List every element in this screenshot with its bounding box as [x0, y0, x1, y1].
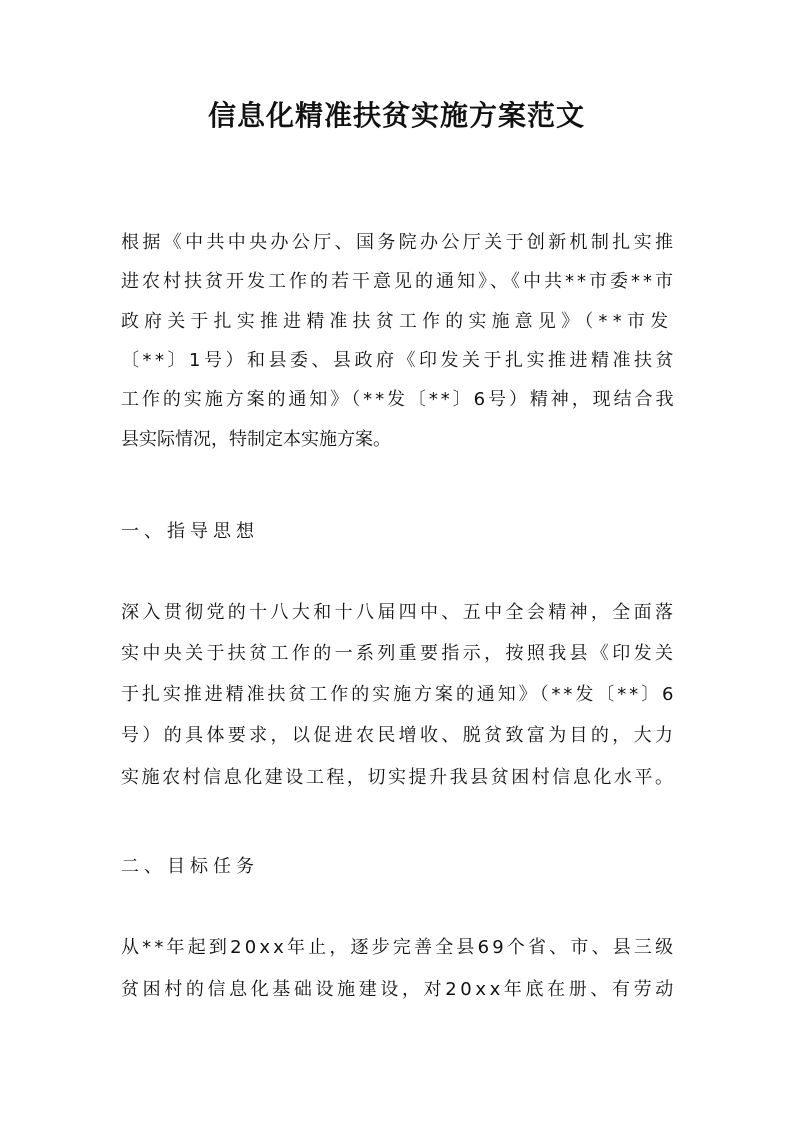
paragraph-line: 实施农村信息化建设工程，切实提升我县贫困村信息化水平。 — [121, 767, 676, 788]
paragraph-line: 贫困村的信息化基础设施建设，对20xx年底在册、有劳动 — [121, 979, 677, 1000]
document-title: 信息化精准扶贫实施方案范文 — [207, 99, 585, 132]
paragraph-line: 政府关于扎实推进精准扶贫工作的实施意见》（**市发 — [121, 311, 674, 332]
section-heading-guiding-thought: 一、指导思想 — [121, 521, 259, 542]
paragraph-line: 工作的实施方案的通知》（**发〔**〕6号）精神，现结合我 — [121, 389, 677, 410]
paragraph-line: 实中央关于扶贫工作的一系列重要指示，按照我县《印发关 — [121, 643, 677, 664]
paragraph-line: 于扎实推进精准扶贫工作的实施方案的通知》（**发〔**〕6 — [121, 684, 677, 705]
paragraph-line: 从**年起到20xx年止，逐步完善全县69个省、市、县三级 — [121, 937, 677, 958]
paragraph-line: 号）的具体要求，以促进农民增收、脱贫致富为目的，大力 — [121, 725, 677, 746]
paragraph-line: 〔**〕1号）和县委、县政府《印发关于扎实推进精准扶贫 — [121, 350, 677, 371]
paragraph-line: 根据《中共中央办公厅、国务院办公厅关于创新机制扎实推 — [121, 232, 677, 253]
paragraph-line: 进农村扶贫开发工作的若干意见的通知》、《中共**市委**市 — [121, 271, 676, 292]
paragraph-line: 县实际情况，特制定本实施方案。 — [121, 429, 391, 450]
section-heading-goals: 二、目标任务 — [121, 856, 259, 877]
paragraph-line: 深入贯彻党的十八大和十八届四中、五中全会精神，全面落 — [121, 602, 677, 623]
